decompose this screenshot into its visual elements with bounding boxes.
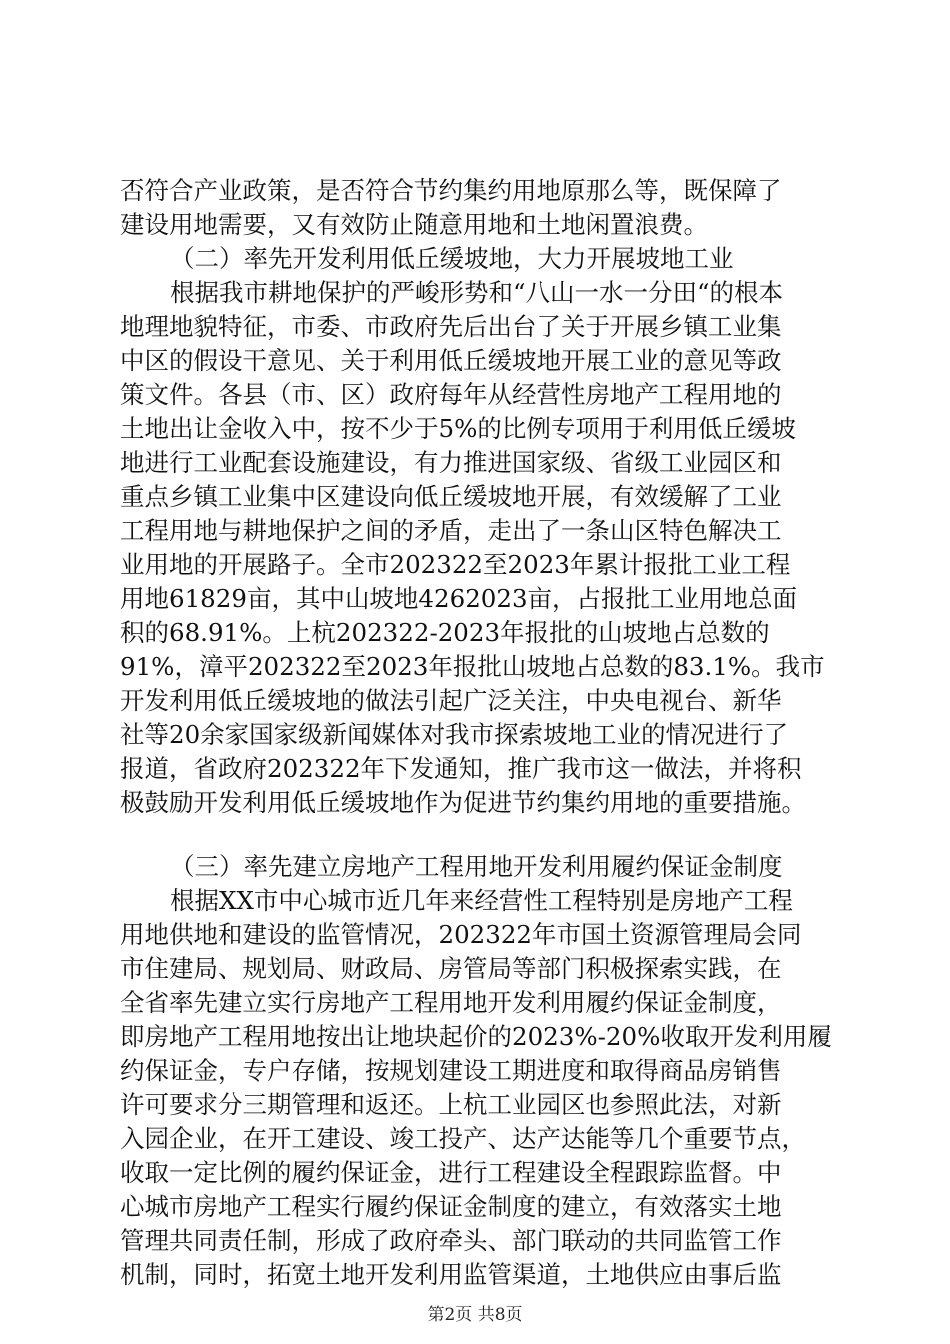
body-line: 收取一定比例的履约保证金，进行工程建设全程跟踪监督。中 xyxy=(120,1158,782,1187)
body-line: 开发利用低丘缓坡地的做法引起广泛关注，中央电视台、新华 xyxy=(120,686,782,715)
body-line: 否符合产业政策，是否符合节约集约用地原那么等，既保障了 xyxy=(120,176,782,205)
body-line: 报道，省政府202322年下发通知，推广我市这一做法，并将积 xyxy=(120,754,802,783)
body-line: 即房地产工程用地按出让地块起价的2023%-20%收取开发利用履 xyxy=(120,1022,832,1051)
body-line: 用地61829亩，其中山坡地4262023亩，占报批工业用地总面 xyxy=(120,584,798,613)
body-line: 约保证金，专户存储，按规划建设工期进度和取得商品房销售 xyxy=(120,1056,782,1085)
page-footer: 第2页 共8页 xyxy=(427,1305,523,1325)
body-line: 土地出让金收入中，按不少于5%的比例专项用于利用低丘缓坡 xyxy=(120,414,796,443)
body-line: 积的68.91%。上杭202322-2023年报批的山坡地占总数的 xyxy=(120,618,770,647)
section-heading: （三）率先建立房地产工程用地开发利用履约保证金制度 xyxy=(170,852,783,881)
body-line: 全省率先建立实行房地产工程用地开发利用履约保证金制度， xyxy=(120,988,782,1017)
body-line: 入园企业，在开工建设、竣工投产、达产达能等几个重要节点， xyxy=(120,1124,806,1153)
body-line: 中区的假设干意见、关于利用低丘缓坡地开展工业的意见等政 xyxy=(120,346,782,375)
body-line: 机制，同时，拓宽土地开发利用监管渠道，土地供应由事后监 xyxy=(120,1260,782,1289)
body-line: 91%，漳平202322至2023年报批山坡地占总数的83.1%。我市 xyxy=(120,652,825,681)
body-line: 许可要求分三期管理和返还。上杭工业园区也参照此法，对新 xyxy=(120,1090,782,1119)
body-line: 极鼓励开发利用低丘缓坡地作为促进节约集约用地的重要措施。 xyxy=(120,788,806,817)
body-line: 业用地的开展路子。全市202322至2023年累计报批工业工程 xyxy=(120,550,791,579)
body-line: 心城市房地产工程实行履约保证金制度的建立，有效落实土地 xyxy=(120,1192,782,1221)
body-line: 社等20余家国家级新闻媒体对我市探索坡地工业的情况进行了 xyxy=(120,720,789,749)
body-line: 根据XX市中心城市近几年来经营性工程特别是房地产工程 xyxy=(170,886,793,915)
body-line: 地理地貌特征，市委、市政府先后出台了关于开展乡镇工业集 xyxy=(120,312,782,341)
body-line: 市住建局、规划局、财政局、房管局等部门积极探索实践，在 xyxy=(120,954,782,983)
body-line: 建设用地需要，又有效防止随意用地和土地闲置浪费。 xyxy=(120,210,708,239)
body-line: 工程用地与耕地保护之间的矛盾，走出了一条山区特色解决工 xyxy=(120,516,782,545)
section-heading: （二）率先开发利用低丘缓坡地，大力开展坡地工业 xyxy=(170,244,734,273)
body-line: 策文件。各县（市、区）政府每年从经营性房地产工程用地的 xyxy=(120,380,782,409)
body-line: 根据我市耕地保护的严峻形势和“八山一水一分田“的根本 xyxy=(170,278,784,307)
body-line: 重点乡镇工业集中区建设向低丘缓坡地开展，有效缓解了工业 xyxy=(120,482,782,511)
body-line: 管理共同责任制，形成了政府牵头、部门联动的共同监管工作 xyxy=(120,1226,782,1255)
body-line: 用地供地和建设的监管情况，202322年市国土资源管理局会同 xyxy=(120,920,802,949)
body-line: 地进行工业配套设施建设，有力推进国家级、省级工业园区和 xyxy=(120,448,782,477)
